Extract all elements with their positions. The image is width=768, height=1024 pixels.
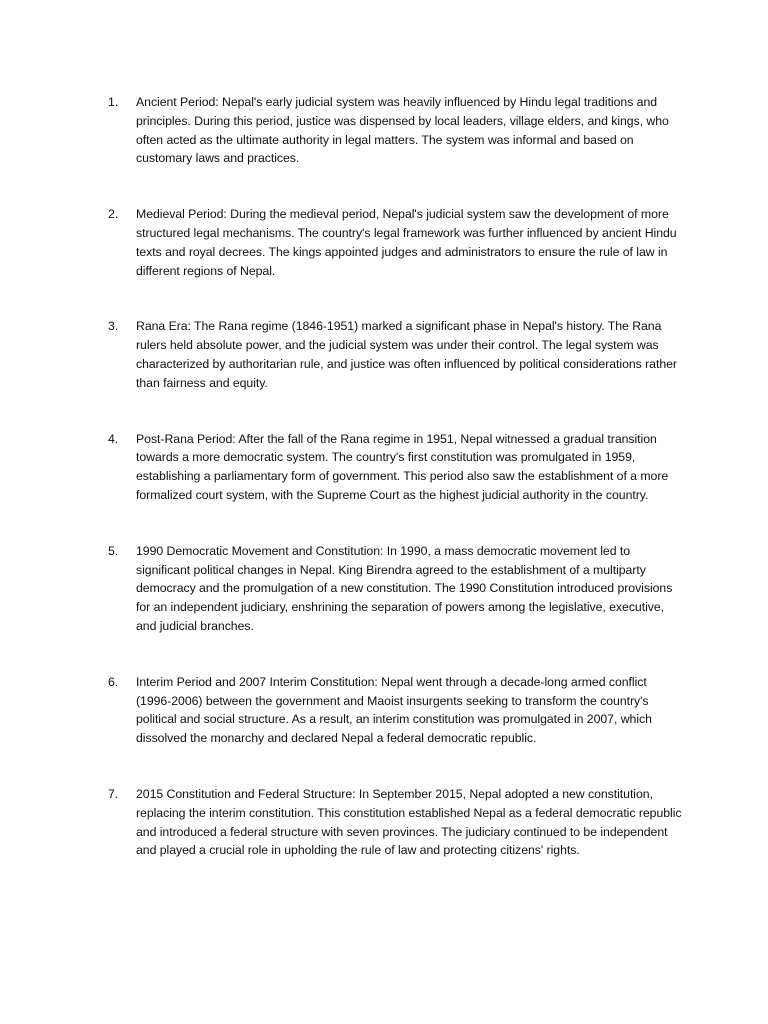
list-item-text: 1990 Democratic Movement and Constitution: In 1990, a mass democratic movement led to significant political changes in Nepal. King Birendra agreed to the establishment of a multiparty democracy and the promulgation of a new constitution. The 1990 Constitution introduced provisions for an independent judiciary, enshrining the separation of powers among the legislative, executive, and judicial branches. — [136, 543, 673, 633]
list-item — [108, 542, 684, 636]
list-item-number: 1. — [108, 95, 119, 109]
list-item-number: 7. — [108, 786, 119, 801]
list-item-text: Medieval Period: During the medieval period, Nepal's judicial system saw the development of more structured legal mechanisms. The country's legal framework was further influenced by ancient Hindu texts and royal decrees. The kings appointed judges and administrators to ensure the rule of law in different regions of Nepal. — [136, 207, 677, 278]
list-item — [108, 430, 684, 505]
list-item-text: Ancient Period: Nepal's early judicial system was heavily influenced by Hindu legal traditions and principles. During this period, justice was dispensed by local leaders, village elders, and kings, who often acted as the ultimate authority in legal matters. The system was informal and based on customary laws and practices. — [136, 95, 669, 166]
list-item — [108, 785, 684, 860]
list-item — [108, 93, 684, 168]
list-item-text: Rana Era: The Rana regime (1846-1951) marked a significant phase in Nepal's history. The Rana rulers held absolute power, and the judicial system was under their control. The legal system was characterized by authoritarian rule, and justice was often influenced by political considerations rather than fairness and equity. — [136, 319, 677, 390]
list-item — [108, 317, 684, 392]
list-item-text: Post-Rana Period: After the fall of the Rana regime in 1951, Nepal witnessed a gradual transition towards a more democratic system. The country's first constitution was promulgated in 1959, establishing a parliamentary form of government. This period also saw the establishment of a more formalized court system, with the Supreme Court as the highest judicial authority in the country. — [136, 431, 669, 502]
list-item-number: 2. — [108, 207, 119, 222]
list-item — [108, 205, 684, 280]
list-item-number: 3. — [108, 319, 119, 334]
list-item-number: 6. — [108, 674, 119, 689]
list-item-number: 4. — [108, 431, 119, 446]
list-item-text: 2015 Constitution and Federal Structure: In September 2015, Nepal adopted a new constitution, replacing the interim constitution. This constitution established Nepal as a federal democratic republic and introduced a federal structure with seven provinces. The judiciary continued to be independent and played a crucial role in upholding the rule of law and protecting citizens' rights. — [136, 786, 682, 858]
numbered-list — [108, 93, 684, 860]
list-item — [108, 673, 684, 748]
list-item-number: 5. — [108, 543, 119, 558]
list-item-text: Interim Period and 2007 Interim Constitution: Nepal went through a decade-long armed conflict (1996-2006) between the government and Maoist insurgents seeking to transform the country's political and social structure. As a result, an interim constitution was promulgated in 2007, which dissolved the monarchy and declared Nepal a federal democratic republic. — [136, 674, 652, 746]
